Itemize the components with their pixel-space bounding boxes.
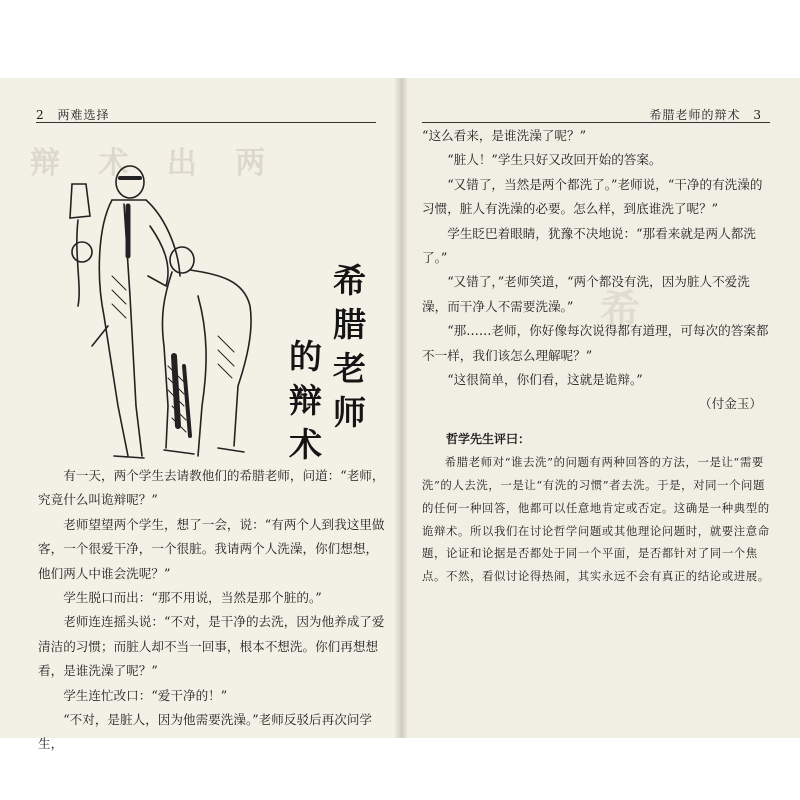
paragraph: “这很简单，你们看，这就是诡辩。” [447,372,643,388]
book-gutter [394,78,408,738]
left-page-header [36,106,109,123]
men-arguing-illustration [68,156,308,476]
paragraph: 老师连连摇头说：“不对，是干净的去洗，因为他养成了爱清洁的习惯；而脏人却不当一回事，根本不想洗。你们再想想看，是谁洗澡了呢？” [38,614,385,679]
paragraph: 学生脱口而出：“那不用说，当然是那个脏的。” [63,590,322,606]
title-char-4: 的 [289,337,322,376]
header-rule [422,122,770,123]
title-char-6: 辩 [289,381,322,420]
title-char-1: 希 [333,261,366,300]
right-page [400,78,800,738]
book-spread [0,78,800,752]
title-char-3: 老 [333,349,366,388]
paragraph: “脏人！”学生只好又改回开始的答案。 [447,152,662,168]
bleed-through-text: 希 [600,286,654,333]
paragraph: “那……老师，你好像每次说得都有道理，可每次的答案都不一样，我们该怎么理解呢？” [422,323,769,363]
title-char-7: 术 [289,425,322,464]
comment-text: 希腊老师对“谁去洗”的问题有两种回答的方法，一是让“需要洗”的人去洗，一是让“有洗的习惯”者去洗。于是，对同一个问题的任何一种回答，他都可以任意地肯定或否定。这确是一种典型的诡辩术。所以我们在讨论哲学问题或其他理论问题时，就要注意命题，论证和论据是否都处于同一个平面，是否都针对了同一个焦点。不然，看似讨论得热闹，其实永远不会有真正的结论或进展。 [422,455,770,584]
title-char-2: 腊 [333,305,366,344]
bleed-through-text: 辩 术 出 两 [30,146,280,181]
author-credit: （付金玉） [699,396,762,412]
left-body-text [38,464,386,757]
paragraph: “又错了，当然是两个都洗了。”老师说，“干净的有洗澡的习惯，脏人有洗澡的必要。怎么样，到底谁洗了呢？” [422,176,763,217]
page-number: 2 [36,108,45,122]
running-title: 两难选择 [57,108,110,122]
right-page-header [650,106,762,123]
paragraph: “这么看来，是谁洗澡了呢？” [422,128,587,143]
title-char-5: 师 [333,393,366,432]
paragraph: 学生眨巴着眼睛，犹豫不决地说：“那看来就是两人都洗了。” [422,225,756,266]
page-number: 3 [753,108,762,122]
paragraph: “不对，是脏人，因为他需要洗澡。”老师反驳后再次问学生， [38,712,373,752]
paragraph: 学生连忙改口：“爱干净的！” [63,687,228,703]
left-page [0,78,400,752]
paragraph: 老师望望两个学生，想了一会，说：“有两个人到我这里做客，一个很爱干净，一个很脏。我请两个人洗澡，你们想想，他们两人中谁会洗呢？” [38,516,385,581]
paragraph: 有一天，两个学生去请教他们的希腊老师，问道：“老师，究竟什么叫诡辩呢？” [38,468,385,508]
right-body-text [422,124,772,588]
running-title: 希腊老师的辩术 [649,108,741,122]
header-rule [36,122,376,123]
comment-heading: 哲学先生评曰： [446,431,531,446]
paragraph: “又错了，”老师笑道，“两个都没有洗，因为脏人不爱洗澡，而干净人不需要洗澡。” [422,274,750,314]
